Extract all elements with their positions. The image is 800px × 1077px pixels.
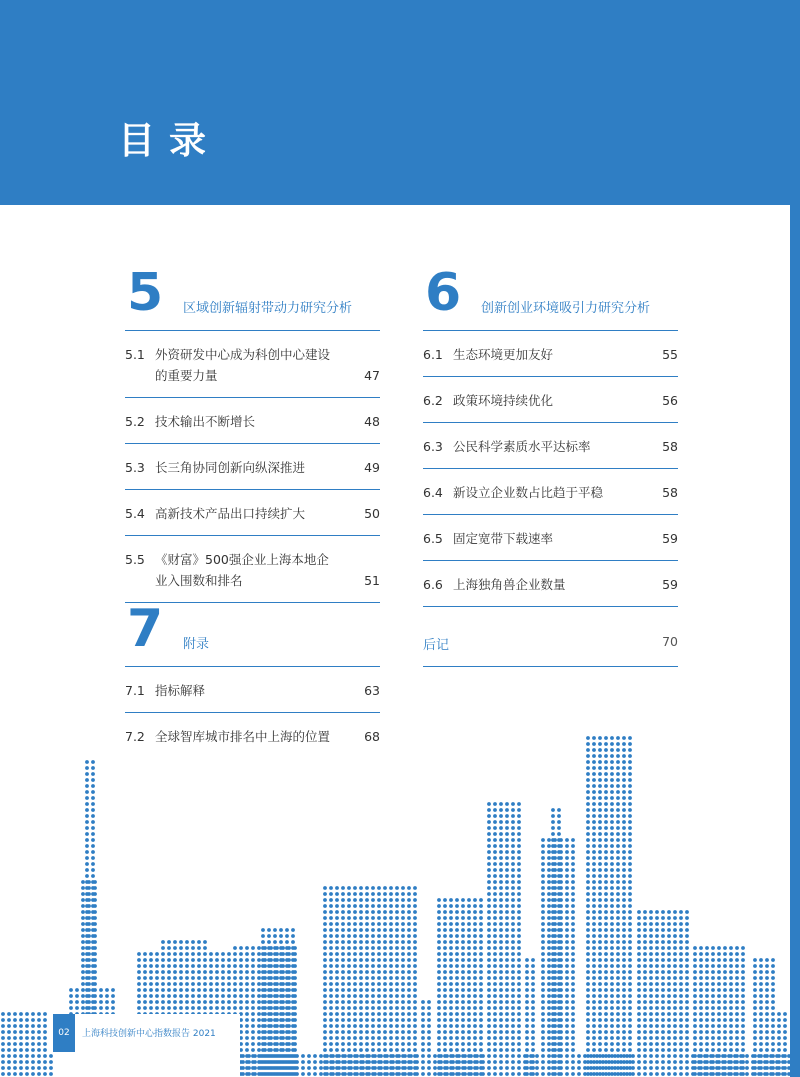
entry-number: 7.2 <box>125 729 145 744</box>
entry-label: 全球智库城市排名中上海的位置 <box>155 729 331 744</box>
footer-background <box>53 1014 240 1077</box>
entry-label: 《财富》500强企业上海本地企业入围数和排名 <box>155 552 329 588</box>
toc-entry-6-6[interactable] <box>423 561 678 607</box>
entry-page: 50 <box>364 506 380 521</box>
section-title[interactable]: 创新创业环境吸引力研究分析 <box>481 301 651 316</box>
entry-page: 48 <box>364 414 380 429</box>
toc-entry-5-2[interactable] <box>125 398 380 444</box>
entry-number: 5.3 <box>125 460 145 475</box>
section-header <box>125 263 380 331</box>
entry-number: 5.4 <box>125 506 145 521</box>
entry-page: 51 <box>364 573 380 588</box>
entry-number: 6.5 <box>423 531 443 546</box>
entry-label: 公民科学素质水平达标率 <box>453 439 591 454</box>
entry-page: 58 <box>662 439 678 454</box>
section-header <box>423 263 678 331</box>
footer-report-title: 上海科技创新中心指数报告 2021 <box>82 1029 216 1039</box>
afterword-title: 后记 <box>423 638 450 653</box>
entry-label: 指标解释 <box>155 683 206 698</box>
entry-number: 5.5 <box>125 552 145 567</box>
page-title: 目录 <box>118 119 220 162</box>
toc-entry-5-3[interactable] <box>125 444 380 490</box>
entry-label: 固定宽带下载速率 <box>453 531 554 546</box>
toc-afterword[interactable] <box>423 624 678 667</box>
toc-entry-6-3[interactable] <box>423 423 678 469</box>
entry-page: 49 <box>364 460 380 475</box>
right-edge-bar <box>790 0 800 1077</box>
toc-entry-5-1[interactable] <box>125 331 380 398</box>
toc-entry-6-1[interactable] <box>423 331 678 377</box>
entry-page: 47 <box>364 368 380 383</box>
entry-number: 6.3 <box>423 439 443 454</box>
entry-label: 高新技术产品出口持续扩大 <box>155 506 306 521</box>
entry-page: 55 <box>662 347 678 362</box>
toc-entry-6-4[interactable] <box>423 469 678 515</box>
entry-label: 政策环境持续优化 <box>453 393 554 408</box>
entry-label: 上海独角兽企业数量 <box>453 577 566 592</box>
section-number: 7 <box>127 599 164 659</box>
section-number: 6 <box>425 263 462 323</box>
entry-label: 技术输出不断增长 <box>155 414 256 429</box>
toc-entry-5-4[interactable] <box>125 490 380 536</box>
section-number: 5 <box>127 263 164 323</box>
entry-number: 5.2 <box>125 414 145 429</box>
toc-entry-6-5[interactable] <box>423 515 678 561</box>
entry-page: 63 <box>364 683 380 698</box>
entry-number: 6.6 <box>423 577 443 592</box>
section-title[interactable]: 附录 <box>183 637 210 652</box>
toc-section-5 <box>125 263 380 603</box>
entry-number: 6.2 <box>423 393 443 408</box>
footer-page-number: 02 <box>53 1014 75 1052</box>
section-header <box>125 599 380 667</box>
entry-number: 7.1 <box>125 683 145 698</box>
entry-number: 6.1 <box>423 347 443 362</box>
entry-page: 58 <box>662 485 678 500</box>
afterword-page: 70 <box>662 634 678 649</box>
entry-label: 新设立企业数占比趋于平稳 <box>453 485 604 500</box>
entry-label: 外资研发中心成为科创中心建设的重要力量 <box>155 347 331 383</box>
toc-entry-6-2[interactable] <box>423 377 678 423</box>
section-title[interactable]: 区域创新辐射带动力研究分析 <box>183 301 353 316</box>
entry-page: 68 <box>364 729 380 744</box>
entry-label: 生态环境更加友好 <box>453 347 554 362</box>
entry-page: 56 <box>662 393 678 408</box>
entry-page: 59 <box>662 577 678 592</box>
entry-number: 6.4 <box>423 485 443 500</box>
entry-number: 5.1 <box>125 347 145 362</box>
toc-section-6 <box>423 263 678 607</box>
header-banner <box>0 0 790 205</box>
toc-entry-5-5[interactable] <box>125 536 380 603</box>
entry-page: 59 <box>662 531 678 546</box>
entry-label: 长三角协同创新向纵深推进 <box>155 460 306 475</box>
